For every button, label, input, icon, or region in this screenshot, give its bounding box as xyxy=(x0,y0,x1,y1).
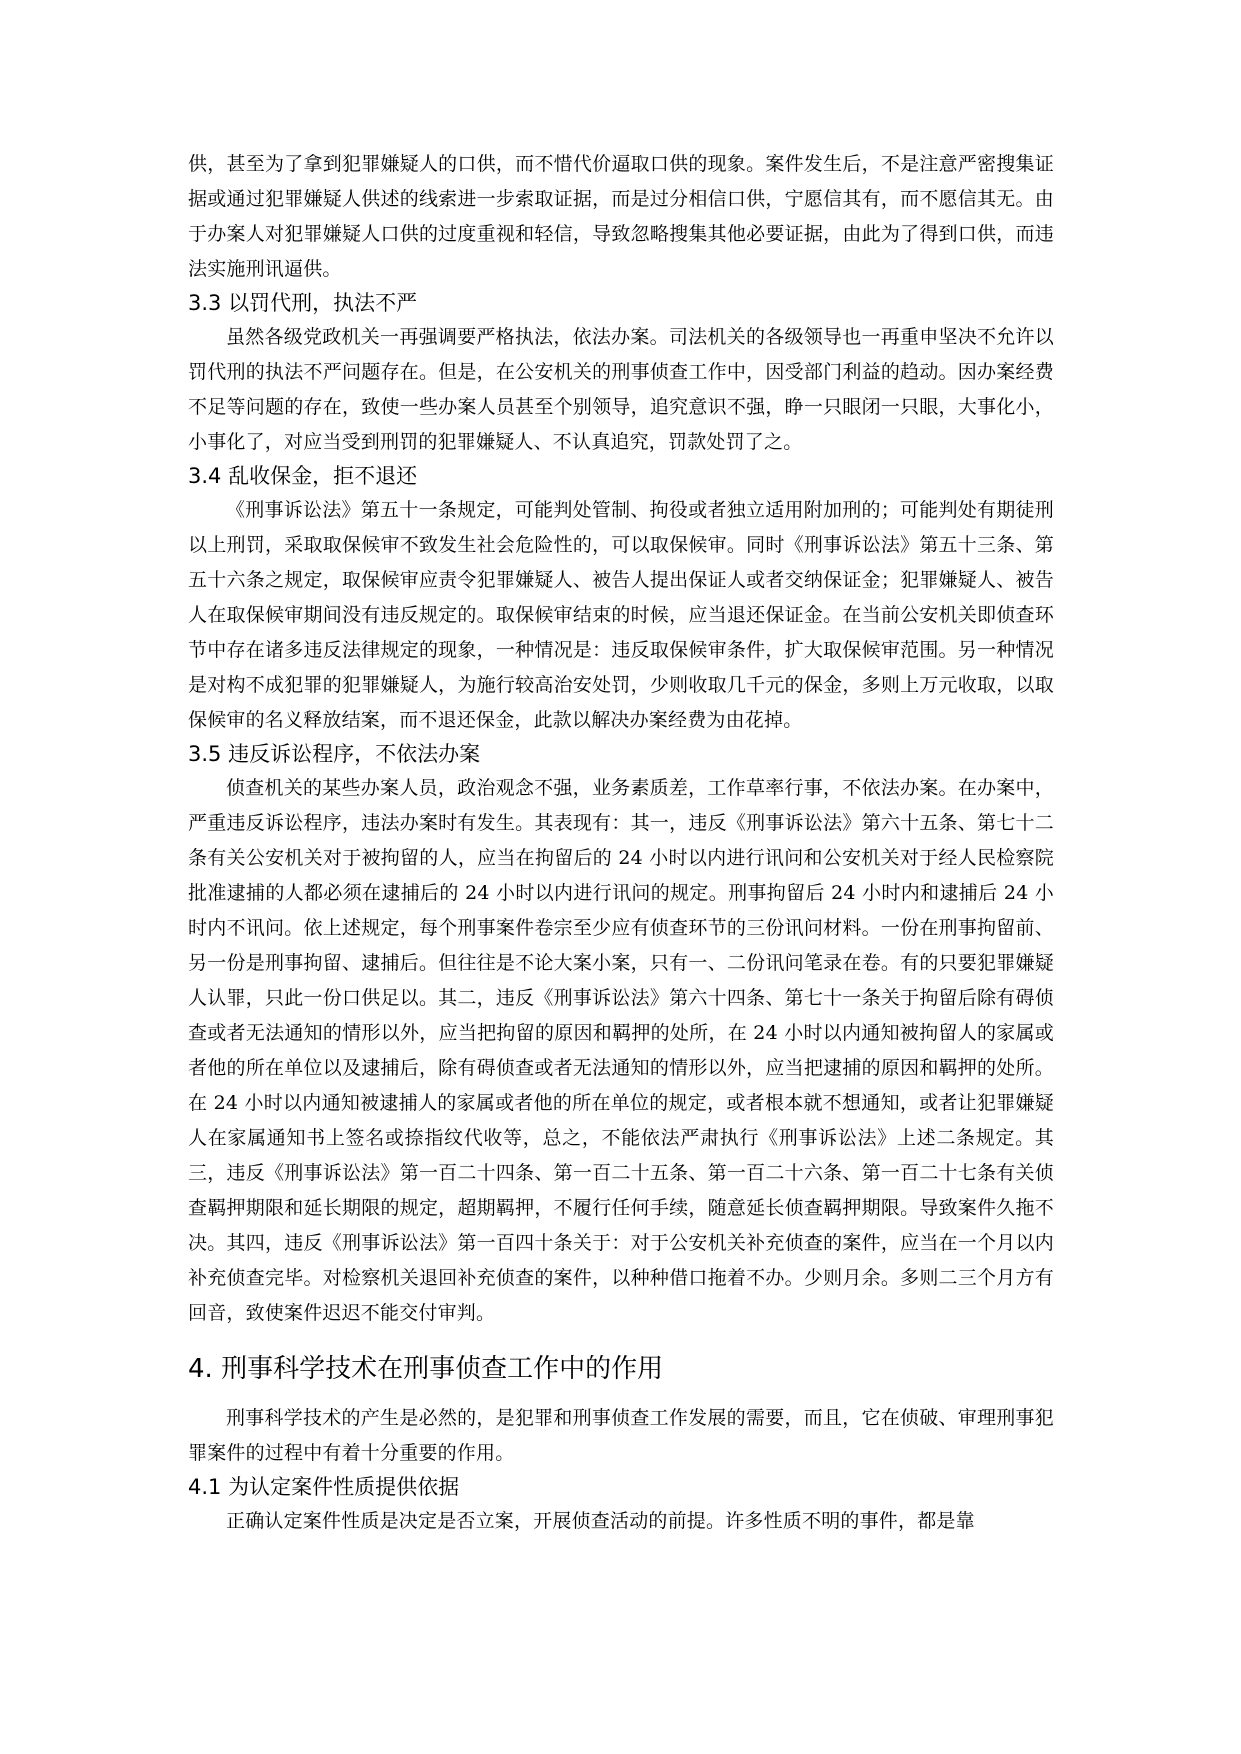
paragraph-3-5: 侦查机关的某些办案人员，政治观念不强，业务素质差，工作草率行事，不依法办案。在办案中，严重违反诉讼程序，违法办案时有发生。其表现有：其一，违反《刑事诉讼法》第六十五条、第七十二条有关公安机关对于被拘留的人，应当在拘留后的 24 小时以内进行讯问和公安机关对于经人民检察院批准逮捕的人都必须在逮捕后的 24 小时以内进行讯问的规定。刑事拘留后 24 小时内和逮捕后 24 小时内不讯问。依上述规定，每个刑事案件卷宗至少应有侦查环节的三份讯问材料。一份在刑事拘留前、另一份是刑事拘留、逮捕后。但往往是不论大案小案，只有一、二份讯问笔录在卷。有的只要犯罪嫌疑人认罪，只此一份口供足以。其二，违反《刑事诉讼法》第六十四条、第七十一条关于拘留后除有碍侦查或者无法通知的情形以外，应当把拘留的原因和羁押的处所，在 24 小时以内通知被拘留人的家属或者他的所在单位以及逮捕后，除有碍侦查或者无法通知的情形以外，应当把逮捕的原因和羁押的处所。在 24 小时以内通知被逮捕人的家属或者他的所在单位的规定，或者根本就不想通知，或者让犯罪嫌疑人在家属通知书上签名或捺指纹代收等，总之，不能依法严肃执行《刑事诉讼法》上述二条规定。其三，违反《刑事诉讼法》第一百二十四条、第一百二十五条、第一百二十六条、第一百二十七条有关侦查羁押期限和延长期限的规定，超期羁押，不履行任何手续，随意延长侦查羁押期限。导致案件久拖不决。其四，违反《刑事诉讼法》第一百四十条关于：对于公安机关补充侦查的案件，应当在一个月以内补充侦查完毕。对检察机关退回补充侦查的案件，以种种借口拖着不办。少则月余。多则二三个月方有回音，致使案件迟迟不能交付审判。 xyxy=(188,777,1054,1324)
paragraph-4: 刑事科学技术的产生是必然的，是犯罪和刑事侦查工作发展的需要，而且，它在侦破、审理刑事犯罪案件的过程中有着十分重要的作用。 xyxy=(188,1407,1054,1464)
heading-3-5: 3.5 违反诉讼程序，不依法办案 xyxy=(188,742,481,766)
paragraph-4-1: 正确认定案件性质是决定是否立案，开展侦查活动的前提。许多性质不明的事件，都是靠 xyxy=(226,1510,975,1532)
heading-3-3: 3.3 以罚代刑，执法不严 xyxy=(188,291,418,315)
paragraph-3-4: 《刑事诉讼法》第五十一条规定，可能判处管制、拘役或者独立适用附加刑的；可能判处有期徒刑以上刑罚，采取取保候审不致发生社会危险性的，可以取保候审。同时《刑事诉讼法》第五十三条、第五十六条之规定，取保候审应责令犯罪嫌疑人、被告人提出保证人或者交纳保证金；犯罪嫌疑人、被告人在取保候审期间没有违反规定的。取保候审结束的时候，应当退还保证金。在当前公安机关即侦查环节中存在诸多违反法律规定的现象，一种情况是：违反取保候审条件，扩大取保候审范围。另一种情况是对构不成犯罪的犯罪嫌疑人，为施行较高治安处罚，少则收取几千元的保金，多则上万元收取，以取保候审的名义释放结案，而不退还保金，此款以解决办案经费为由花掉。 xyxy=(188,499,1054,731)
heading-4-1: 4.1 为认定案件性质提供依据 xyxy=(188,1475,460,1499)
heading-3-4: 3.4 乱收保金，拒不退还 xyxy=(188,464,418,488)
heading-4: 4. 刑事科学技术在刑事侦查工作中的作用 xyxy=(188,1354,664,1384)
document-page xyxy=(188,147,1054,1539)
paragraph-3-3: 虽然各级党政机关一再强调要严格执法，依法办案。司法机关的各级领导也一再重申坚决不允许以罚代刑的执法不严问题存在。但是，在公安机关的刑事侦查工作中，因受部门利益的趋动。因办案经费不足等问题的存在，致使一些办案人员甚至个别领导，追究意识不强，睁一只眼闭一只眼，大事化小，小事化了，对应当受到刑罚的犯罪嫌疑人、不认真追究，罚款处罚了之。 xyxy=(188,326,1054,453)
paragraph-intro: 供，甚至为了拿到犯罪嫌疑人的口供，而不惜代价逼取口供的现象。案件发生后，不是注意严密搜集证据或通过犯罪嫌疑人供述的线索进一步索取证据，而是过分相信口供，宁愿信其有，而不愿信其无。由于办案人对犯罪嫌疑人口供的过度重视和轻信，导致忽略搜集其他必要证据，由此为了得到口供，而违法实施刑讯逼供。 xyxy=(188,153,1054,280)
